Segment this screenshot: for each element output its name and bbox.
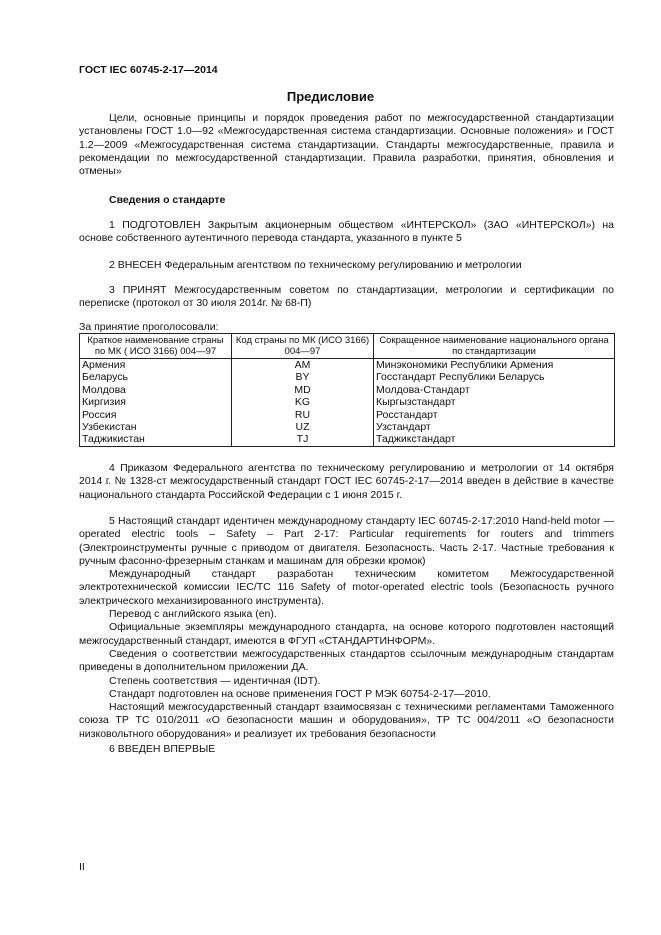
- item-3-text: 3 ПРИНЯТ Межгосударственным советом по стандартизации, метрологии и сертификации по переписке (протокол от 30 июля 2014г. № 68-П): [79, 284, 614, 310]
- section-title: Сведения о стандарте: [109, 194, 226, 206]
- item-2-text: 2 ВНЕСЕН Федеральным агентством по техническому регулированию и метрологии: [109, 259, 522, 271]
- table-row: [80, 384, 615, 396]
- item-5-committee: Международный стандарт разработан техническим комитетом Межгосударственной электротехнической комиссии IEC/TC 116 Safety of motor-operated electric tools (Безопасность ручного электрического механизированного инструмента).: [79, 568, 614, 607]
- body-cell: Узстандарт: [374, 421, 615, 433]
- intro-paragraph: [79, 112, 614, 178]
- table-row: [80, 421, 615, 433]
- document-code: ГОСТ IEC 60745-2-17—2014: [79, 64, 218, 76]
- body-cell: Росстандарт: [374, 409, 615, 421]
- header-body: Сокращенное наименование национального органа по стандартизации: [374, 334, 615, 359]
- country-cell: Таджикистан: [80, 433, 232, 446]
- item-4: [79, 462, 614, 502]
- item-5-basis: Стандарт подготовлен на основе применения ГОСТ Р МЭК 60754-2-17—2010.: [109, 687, 491, 700]
- country-cell: Узбекистан: [80, 421, 232, 433]
- table-row: [80, 359, 615, 372]
- table-row: [80, 371, 615, 383]
- header-code: Код страны по МК (ИСО 3166) 004—97: [232, 334, 374, 359]
- country-cell: Киргизия: [80, 396, 232, 408]
- item-5-references: Сведения о соответствии межгосударственных стандартов ссылочным международным стандартам приведены в дополнительном приложении ДА.: [79, 647, 614, 674]
- item-5-translation: Перевод с английского языка (en).: [109, 608, 277, 621]
- vote-label: За принятие проголосовали:: [79, 321, 219, 333]
- item-3: [79, 284, 614, 311]
- code-cell: UZ: [232, 421, 374, 433]
- code-cell: MD: [232, 384, 374, 396]
- item-5-text: 5 Настоящий стандарт идентичен международному стандарту IEC 60745-2-17:2010 Hand-held motor — operated electric tools – Safety – Part 2-17: Particular requirements for routers and trimmers (Электроинструменты ручные с приводом от двигателя. Безопасность. Часть 2-17. Частные требования к ручным фасонно-фрезерным станкам и машинам для обрезки кромок): [79, 515, 614, 567]
- country-cell: Молдова: [80, 384, 232, 396]
- body-cell: Молдова-Стандарт: [374, 384, 615, 396]
- item-5-degree: Степень соответствия — идентичная (IDT).: [109, 674, 321, 687]
- item-6: [79, 743, 614, 756]
- header-country: Краткое наименование страны по МК ( ИСО 3166) 004—97: [80, 334, 232, 359]
- table-row: [80, 396, 615, 408]
- item-5-copies: Официальные экземпляры международного стандарта, на основе которого подготовлен настоящий межгосударственный стандарт, имеются в ФГУП «СТАНДАРТИНФОРМ».: [79, 621, 614, 647]
- table-row: [80, 409, 615, 421]
- body-cell: Кыргызстандарт: [374, 396, 615, 408]
- page-title: Предисловие: [286, 89, 375, 104]
- code-cell: TJ: [232, 433, 374, 446]
- page-number: II: [79, 861, 85, 873]
- item-5: [79, 515, 614, 741]
- country-cell: Беларусь: [80, 371, 232, 383]
- item-1: [79, 219, 614, 246]
- table-header-row: [80, 334, 615, 359]
- code-cell: KG: [232, 396, 374, 408]
- item-1-text: 1 ПОДГОТОВЛЕН Закрытым акционерным обществом «ИНТЕРСКОЛ» (ЗАО «ИНТЕРСКОЛ») на основе собственного аутентичного перевода стандарта, указанного в пункте 5: [79, 219, 614, 245]
- country-cell: Армения: [80, 359, 232, 372]
- body-cell: Госстандарт Республики Беларусь: [374, 371, 615, 383]
- code-cell: RU: [232, 409, 374, 421]
- body-cell: Таджикстандарт: [374, 433, 615, 446]
- item-5-regulations: Настоящий межгосударственный стандарт взаимосвязан с техническими регламентами Таможенного союза ТР ТС 010/2011 «О безопасности машин и оборудования», ТР ТС 004/2011 «О безопасности низковольтного оборудования» и реализует их требования безопасности: [79, 701, 614, 740]
- item-4-text: 4 Приказом Федерального агентства по техническому регулированию и метрологии от 14 октября 2014 г. № 1328-ст межгосударственный стандарт ГОСТ IEC 60745-2-17—2014 введен в действие в качестве национального стандарта Российской Федерации с 1 июня 2015 г.: [79, 462, 614, 501]
- item-2: [79, 259, 614, 272]
- code-cell: BY: [232, 371, 374, 383]
- body-cell: Минэкономики Республики Армения: [374, 359, 615, 372]
- intro-text: Цели, основные принципы и порядок проведения работ по межгосударственной стандартизации установлены ГОСТ 1.0—92 «Межгосударственная система стандартизации. Основные положения» и ГОСТ 1.2—2009 «Межгосударственная система стандартизации. Стандарты межгосударственные, правила и рекомендации по межгосударственной стандартизации. Правила разработки, принятия, обновления и отмены»: [79, 112, 614, 178]
- country-cell: Россия: [80, 409, 232, 421]
- table-row: [80, 433, 615, 446]
- voting-table: [79, 333, 615, 447]
- code-cell: AM: [232, 359, 374, 372]
- item-6-text: 6 ВВЕДЕН ВПЕРВЫЕ: [109, 743, 216, 755]
